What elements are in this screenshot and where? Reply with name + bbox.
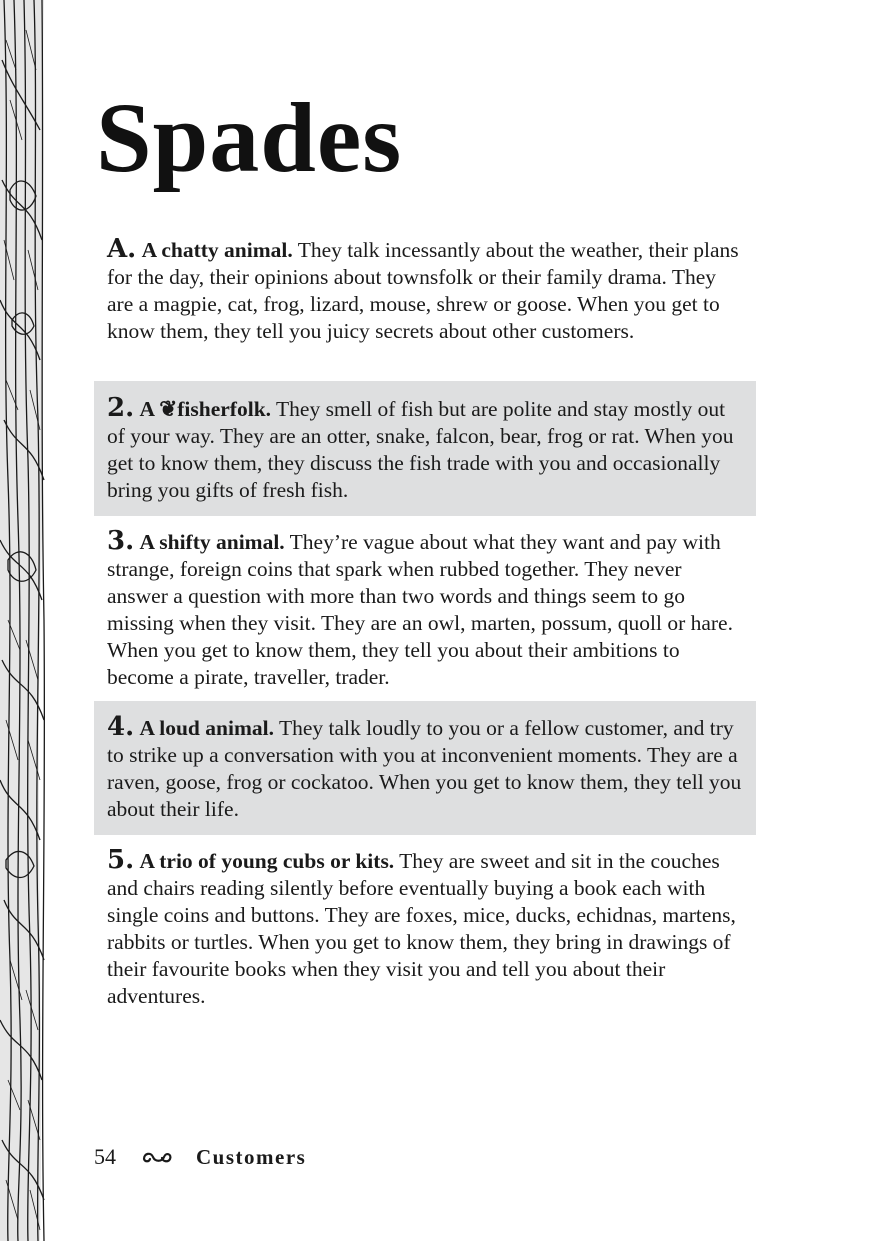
- entry-lead: A chatty animal.: [141, 238, 293, 262]
- entry-lead: A loud animal.: [139, 716, 274, 740]
- entry-text: They are sweet and sit in the couches and chairs reading silently before eventually buying a book each with single coins and buttons. They are foxes, mice, ducks, echidnas, martens, rabbits or turtles. When you get to know them, they bring in drawings of their favourite books when they visit you and tell you about their adventures.: [107, 849, 736, 1008]
- page-title: Spades: [96, 82, 403, 193]
- entry-text: They talk loudly to you or a fellow customer, and try to strike up a conversation with you at inconvenient moments. They are a raven, goose, frog or cockatoo. When you get to know them, they tell you about their life.: [107, 716, 742, 821]
- entry-lead: A trio of young cubs or kits.: [139, 849, 395, 873]
- page-footer: [94, 1140, 306, 1174]
- entry-5: [94, 847, 756, 1010]
- sketched-foliage-border-icon: [0, 0, 46, 1241]
- entry-text: They smell of fish but are polite and stay mostly out of your way. They are an otter, snake, falcon, bear, frog or rat. When you get to know them, they discuss the fish trade with you and occasionally bring you gifts of fresh fish.: [107, 397, 734, 502]
- section-name: Customers: [196, 1144, 307, 1169]
- entry-text: They’re vague about what they want and pay with strange, foreign coins that spark when rubbed together. They never answer a question with more than two words and things seem to go missing when they visit. They are an owl, marten, possum, quoll or hare. When you get to know them, they tell you about their ambitions to become a pirate, traveller, trader.: [107, 530, 733, 689]
- entry-4: [94, 701, 756, 835]
- entry-number: 5.: [107, 845, 135, 875]
- entry-lead: A shifty animal.: [139, 530, 285, 554]
- swirl-ornament-icon: [142, 1149, 172, 1165]
- entry-number: 2.: [107, 393, 135, 423]
- entry-number: 4.: [107, 712, 135, 742]
- entry-lead: fisherfolk.: [177, 397, 272, 421]
- entry-3: [94, 528, 756, 691]
- entry-lead-prefix: A: [139, 397, 160, 421]
- entry-a: [94, 236, 756, 345]
- page-number: 54: [94, 1144, 116, 1169]
- entry-text: They talk incessantly about the weather, their plans for the day, their opinions about townsfolk or their family drama. They are a magpie, cat, frog, lizard, mouse, shrew or goose. When you get to know them, they tell you juicy secrets about other customers.: [107, 238, 739, 343]
- fleuron-icon: ❦: [159, 397, 178, 421]
- entry-2: [94, 381, 756, 516]
- entry-number: A.: [107, 234, 137, 264]
- entry-number: 3.: [107, 526, 135, 556]
